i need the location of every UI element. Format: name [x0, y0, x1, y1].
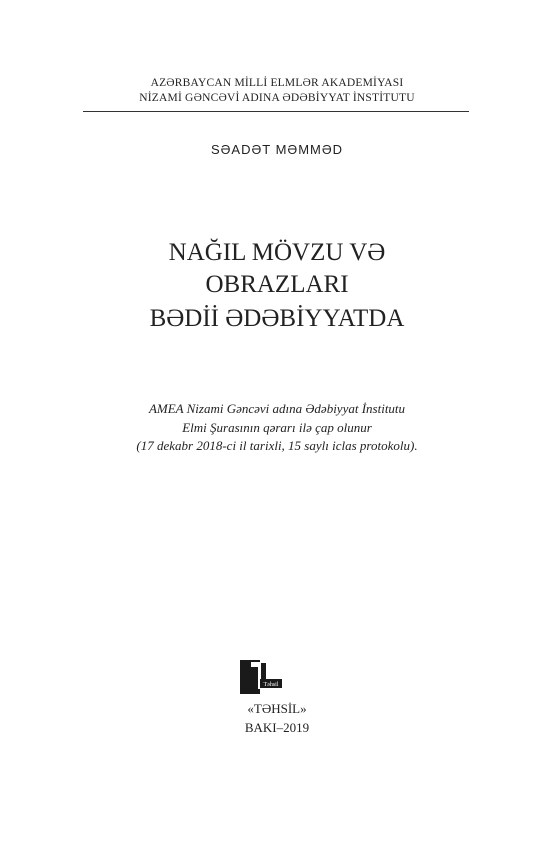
approval-note-line-1: AMEA Nizami Gəncəvi adına Ədəbiyyat İnstitutu — [148, 401, 406, 416]
publisher-name: «TƏHSİL» — [247, 701, 307, 716]
institution-line-1: AZƏRBAYCAN MİLLİ ELMLƏR AKADEMİYASI — [150, 77, 404, 89]
header-divider — [83, 111, 469, 112]
publisher-logo-icon — [239, 659, 285, 695]
publication-place-year: BAKI–2019 — [244, 720, 310, 735]
approval-note-line-2: Elmi Şurasının qərarı ilə çap olunur — [182, 420, 372, 435]
author-name: SƏADƏT MƏMMƏD — [210, 142, 344, 157]
approval-note-line-3: (17 dekabr 2018-ci il tarixli, 15 saylı iclas protokolu). — [136, 438, 418, 453]
institution-line-2: NİZAMİ GƏNCƏVİ ADINA ƏDƏBİYYAT İNSTİTUTU — [139, 92, 415, 104]
title-line-2: OBRAZLARI — [205, 271, 349, 298]
title-line-1: NAĞIL MÖVZU VƏ — [168, 239, 386, 266]
svg-text:Təhsil: Təhsil — [263, 682, 279, 688]
title-line-3: BƏDİİ ƏDƏBİYYATDA — [149, 305, 405, 332]
